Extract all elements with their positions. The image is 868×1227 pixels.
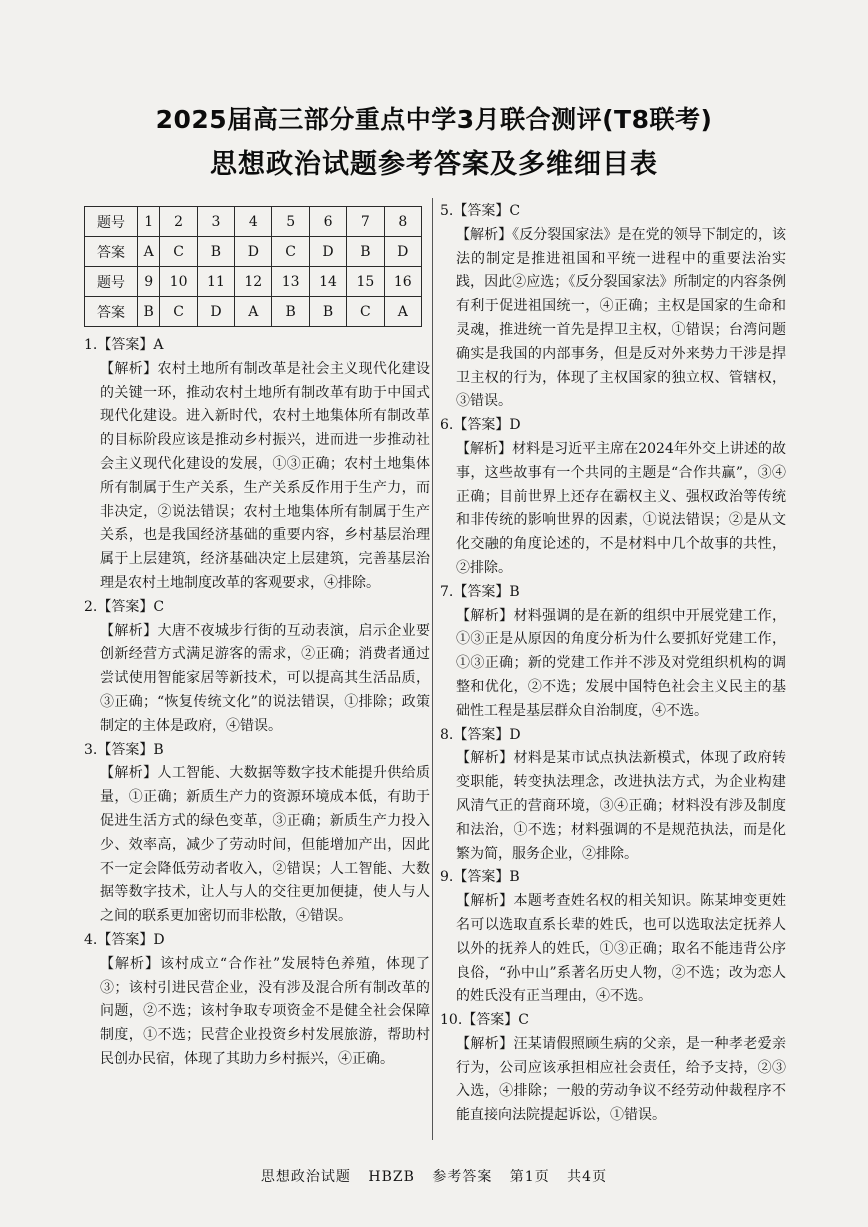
table-cell: D [235, 237, 272, 267]
table-cell: C [160, 237, 197, 267]
row-label: 题号 [85, 207, 138, 237]
table-cell: D [197, 297, 234, 327]
page-footer [0, 1166, 868, 1186]
left-column [84, 334, 430, 1072]
question-5 [440, 200, 786, 414]
table-cell: 4 [235, 207, 272, 237]
footer-code: HBZB [368, 1169, 415, 1185]
analysis-text: 【解析】农村土地所有制改革是社会主义现代化建设的关键一环，推动农村土地所有制改革有助于中国式现代化建设。进入新时代，农村土地集体所有制改革的目标阶段应该是推动乡村振兴，进而进一步推动社会主义现代化建设的发展，①③正确；农村土地集体所有制属于生产关系，生产关系反作用于生产力，而非决定，②说法错误；农村土地集体所有制属于生产关系，也是我国经济基础的重要内容，乡村基层治理属于上层建筑，经济基础决定上层建筑，完善基层治理是农村土地制度改革的客观要求，④排除。 [100, 360, 430, 591]
table-cell: 14 [309, 267, 346, 297]
table-cell: A [138, 237, 160, 267]
table-cell: 9 [138, 267, 160, 297]
answer-heading: 8.【答案】D [440, 726, 521, 743]
analysis-text: 【解析】人工智能、大数据等数字技术能提升供给质量，①正确；新质生产力的资源环境成本低，有助于促进生活方式的绿色变革，③正确；新质生产力投入少、效率高，减少了劳动时间，但能增加产出，因此不一定会降低劳动者收入，②错误；人工智能、大数据等数字技术，让人与人的交往更加便捷，使人与人之间的联系更加密切而非松散，④错误。 [100, 765, 430, 925]
table-cell: 8 [384, 207, 421, 237]
footer-subject: 思想政治试题 [260, 1169, 351, 1185]
question-6 [440, 414, 786, 581]
table-cell: C [272, 237, 309, 267]
table-cell: C [347, 297, 384, 327]
title-line-2: 思想政治试题参考答案及多维细目表 [210, 149, 658, 180]
analysis-text: 【解析】大唐不夜城步行街的互动表演，启示企业要创新经营方式满足游客的需求，②正确；消费者通过尝试使用智能家居等新技术，可以提高其生活品质，③正确；“恢复传统文化”的说法错误，①排除；政策制定的主体是政府，④错误。 [100, 622, 430, 734]
analysis-text: 【解析】该村成立“合作社”发展特色养殖，体现了③；该村引进民营企业，没有涉及混合所有制改革的问题，②不选；该村争取专项资金不是健全社会保障制度，①不选；民营企业投资乡村发展旅游，帮助村民创办民宿，体现了其助力乡村振兴，④正确。 [100, 955, 430, 1067]
question-3 [84, 739, 430, 929]
table-row [85, 237, 422, 267]
question-1 [84, 334, 430, 596]
table-cell: A [384, 297, 421, 327]
table-cell: A [235, 297, 272, 327]
table-cell: 16 [384, 267, 421, 297]
table-row [85, 297, 422, 327]
answer-heading: 4.【答案】D [84, 931, 165, 948]
table-cell: 15 [347, 267, 384, 297]
row-label: 答案 [85, 297, 138, 327]
table-cell: C [160, 297, 197, 327]
table-cell: B [138, 297, 160, 327]
answer-heading: 3.【答案】B [84, 741, 164, 758]
table-row [85, 207, 422, 237]
title-line-1: 2025届高三部分重点中学3月联合测评(T8联考) [155, 105, 713, 134]
row-label: 题号 [85, 267, 138, 297]
table-row [85, 267, 422, 297]
question-2 [84, 596, 430, 739]
table-cell: 11 [197, 267, 234, 297]
analysis-text: 【解析】《反分裂国家法》是在党的领导下制定的，该法的制定是推进祖国和平统一进程中的重要法治实践，因此②应选；《反分裂国家法》所制定的内容条例有利于促进祖国统一，④正确；主权是国家的生命和灵魂，推进统一首先是捍卫主权，①错误；台湾问题确实是我国的内部事务，但是反对外来势力干涉是捍卫主权的行为，体现了主权国家的独立权、管辖权，③错误。 [456, 226, 786, 410]
table-cell: B [347, 237, 384, 267]
footer-page: 第1页 [509, 1169, 550, 1185]
question-8 [440, 724, 786, 867]
analysis-text: 【解析】材料强调的是在新的组织中开展党建工作，①③正是从原因的角度分析为什么要抓好党建工作，①③正确；新的党建工作并不涉及对党组织机构的调整和优化，②不选；发展中国特色社会主义民主的基础性工程是基层群众自治制度，④不选。 [456, 607, 786, 719]
table-cell: B [197, 237, 234, 267]
right-column [440, 200, 786, 1128]
table-cell: 6 [309, 207, 346, 237]
question-9 [440, 866, 786, 1009]
footer-total: 共4页 [567, 1169, 608, 1185]
table-cell: D [384, 237, 421, 267]
answer-table [84, 206, 422, 327]
question-7 [440, 581, 786, 724]
answer-heading: 2.【答案】C [84, 598, 165, 615]
answer-heading: 5.【答案】C [440, 203, 521, 219]
table-cell: D [309, 237, 346, 267]
table-cell: 2 [160, 207, 197, 237]
table-cell: B [309, 297, 346, 327]
table-cell: 3 [197, 207, 234, 237]
answer-heading: 7.【答案】B [440, 583, 520, 600]
answer-heading: 10.【答案】C [440, 1012, 529, 1029]
column-divider [432, 198, 433, 1140]
table-cell: 5 [272, 207, 309, 237]
question-4 [84, 929, 430, 1072]
table-cell: 7 [347, 207, 384, 237]
table-cell: B [272, 297, 309, 327]
table-cell: 1 [138, 207, 160, 237]
analysis-text: 【解析】材料是某市试点执法新模式，体现了政府转变职能，转变执法理念，改进执法方式，为企业构建风清气正的营商环境，③④正确；材料没有涉及制度和法治，①不选；材料强调的不是规范执法，而是化繁为简，服务企业，②排除。 [456, 750, 786, 862]
table-cell: 12 [235, 267, 272, 297]
question-10 [440, 1009, 786, 1128]
answer-heading: 1.【答案】A [84, 337, 164, 353]
analysis-text: 【解析】汪某请假照顾生病的父亲，是一种孝老爱亲行为，公司应该承担相应社会责任，给予支持，②③入选，④排除；一般的劳动争议不经劳动仲裁程序不能直接向法院提起诉讼，①错误。 [456, 1035, 786, 1124]
table-cell: 13 [272, 267, 309, 297]
row-label: 答案 [85, 237, 138, 267]
answer-heading: 9.【答案】B [440, 869, 520, 886]
table-cell: 10 [160, 267, 197, 297]
footer-doc: 参考答案 [432, 1169, 493, 1185]
analysis-text: 【解析】本题考查姓名权的相关知识。陈某坤变更姓名可以选取直系长辈的姓氏，也可以选取法定抚养人以外的抚养人的姓氏，①③正确；取名不能违背公序良俗，“孙中山”系著名历史人物，②不选；改为恋人的姓氏没有正当理由，④不选。 [456, 893, 786, 1005]
answer-heading: 6.【答案】D [440, 417, 521, 434]
analysis-text: 【解析】材料是习近平主席在2024年外交上讲述的故事，这些故事有一个共同的主题是“合作共赢”，③④正确；目前世界上还存在霸权主义、强权政治等传统和非传统的影响世界的因素，①说法错误；②是从文化交融的角度论述的，不是材料中几个故事的共性，②排除。 [456, 440, 786, 576]
